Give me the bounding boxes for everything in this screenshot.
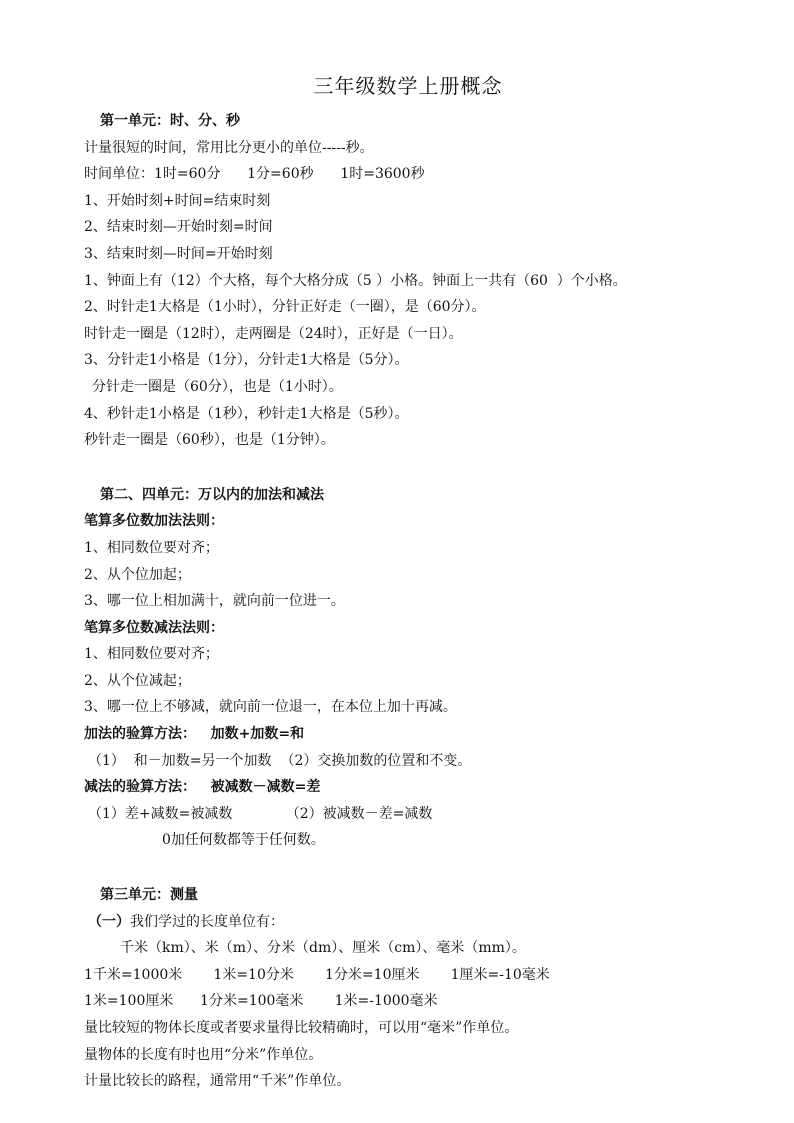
add-check-title: 加法的验算方法： 加数+加数=和	[84, 726, 305, 743]
section-gap	[84, 854, 774, 882]
unit2-heading: 第二、四单元：万以内的加法和减法	[100, 486, 324, 503]
sub-rule-title: 笔算多位数减法法则：	[84, 619, 224, 636]
measure-note-2: 计量比较长的路程，通常用“千米”作单位。	[84, 1073, 351, 1090]
unit1-line-7: 时针走一圈是（12时），走两圈是（24时），正好是（一日）。	[84, 325, 463, 342]
unit1-line-10: 4、秒针走1小格是（1秒），秒针走1大格是（5秒）。	[84, 405, 409, 422]
sub-rule-1: 2、从个位减起；	[84, 672, 191, 689]
length-units-line: 千米（km）、米（m）、分米（dm）、厘米（cm）、毫米（mm）。	[120, 940, 526, 957]
unit1-line-2: 1、开始时刻+时间=结束时刻	[84, 192, 271, 209]
unit1-line-1: 时间单位：1时=60分 1分=60秒 1时=3600秒	[84, 166, 425, 183]
section-gap	[84, 454, 774, 482]
unit1-line-9: 分针走一圈是（60分），也是（1小时）。	[92, 378, 343, 395]
measure-note-1: 量物体的长度有时也用“分米”作单位。	[84, 1046, 323, 1063]
unit1-line-5: 1、钟面上有（12）个大格，每个大格分成（5 ）小格。钟面上一共有（60 ）个小格。	[84, 272, 627, 289]
conversion-line-2: 1米=100厘米 1分米=100毫米 1米=-1000毫米	[84, 993, 438, 1010]
add-rule-1: 2、从个位加起；	[84, 566, 191, 583]
unit1-line-0: 计量很短的时间，常用比分更小的单位-----秒。	[84, 139, 374, 156]
unit1-line-6: 2、时针走1大格是（1小时），分针正好走（一圈），是（60分）。	[84, 299, 486, 316]
document-body	[84, 108, 774, 1095]
add-rule-0: 1、相同数位要对齐；	[84, 539, 219, 556]
unit3-subheading-marker: （一）	[88, 913, 130, 930]
unit3-heading: 第三单元：测量	[100, 887, 198, 904]
unit3-subheading-text: 我们学过的长度单位有：	[130, 913, 284, 930]
sub-check-line: （1）差+减数=被减数 （2）被减数－差=减数	[88, 805, 433, 822]
unit3-subheading	[84, 909, 774, 936]
unit1-line-11: 秒针走一圈是（60秒），也是（1分钟）。	[84, 432, 335, 449]
sub-check-title: 减法的验算方法： 被减数－减数=差	[84, 779, 321, 796]
unit1-line-4: 3、结束时刻—时间=开始时刻	[84, 245, 273, 262]
sub-rule-2: 3、哪一位上不够减，就向前一位退一，在本位上加十再减。	[84, 699, 457, 716]
measure-note-0: 量比较短的物体长度或者要求量得比较精确时，可以用“毫米”作单位。	[84, 1020, 519, 1036]
conversion-line-1: 1千米=1000米 1米=10分米 1分米=10厘米 1厘米=-10毫米	[84, 966, 550, 983]
document-title: 三年级数学上册概念	[313, 74, 503, 98]
add-check-line: （1） 和－加数=另一个加数 （2）交换加数的位置和不变。	[88, 752, 472, 769]
add-rule-2: 3、哪一位上相加满十，就向前一位进一。	[84, 593, 345, 610]
unit1-line-8: 3、分针走1小格是（1分），分针走1大格是（5分）。	[84, 352, 409, 369]
unit1-line-3: 2、结束时刻—开始时刻=时间	[84, 219, 273, 236]
unit1-heading: 第一单元：时、分、秒	[100, 113, 240, 129]
zero-rule-line: 0加任何数都等于任何数。	[162, 832, 325, 849]
sub-rule-0: 1、相同数位要对齐；	[84, 646, 219, 663]
add-rule-title: 笔算多位数加法法则：	[84, 513, 224, 530]
